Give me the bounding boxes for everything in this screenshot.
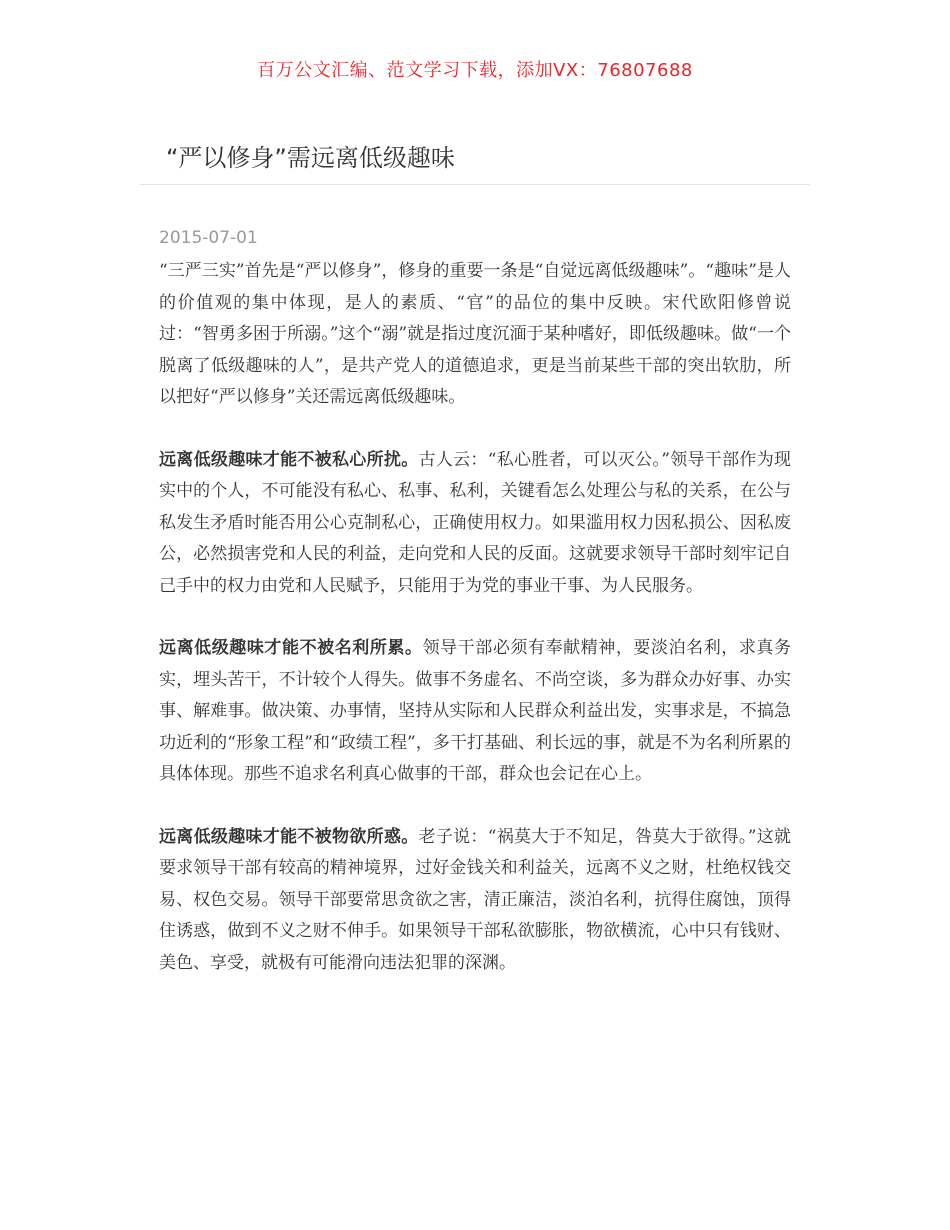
section-body: 古人云：“私心胜者，可以灭公。”领导干部作为现实中的个人，不可能没有私心、私事、私利，关键看怎么处理公与私的关系，在公与私发生矛盾时能否用公心克制私心，正确使用权力。如果滥用权力因私损公、因私废公，必然损害党和人民的利益，走向党和人民的反面。这就要求领导干部时刻牢记自己手中的权力由党和人民赋予，只能用于为党的事业干事、为人民服务。 (159, 449, 792, 596)
section-lead: 远离低级趣味才能不被物欲所惑。 (159, 826, 419, 847)
article-body (159, 256, 791, 1010)
section-lead: 远离低级趣味才能不被私心所扰。 (159, 449, 419, 470)
promo-banner: 百万公文汇编、范文学习下载，添加VX：76807688 (257, 60, 693, 81)
title-divider (140, 184, 810, 185)
intro-paragraph: “三严三实”首先是“严以修身”，修身的重要一条是“自觉远离低级趣味”。“趣味”是人的价值观的集中体现，是人的素质、“官”的品位的集中反映。宋代欧阳修曾说过：“智勇多困于所溺。”这个“溺”就是指过度沉湎于某种嗜好，即低级趣味。做“一个脱离了低级趣味的人”，是共产党人的道德追求，更是当前某些干部的突出软肋，所以把好“严以修身”关还需远离低级趣味。 (159, 261, 791, 407)
section-paragraph (159, 633, 791, 791)
section-body: 领导干部必须有奉献精神，要淡泊名利，求真务实，埋头苦干，不计较个人得失。做事不务虚名、不尚空谈，多为群众办好事、办实事、解难事。做决策、办事情，坚持从实际和人民群众利益出发，实事求是，不搞急功近利的“形象工程”和“政绩工程”，多干打基础、利长远的事，就是不为名利所累的具体体现。那些不追求名利真心做事的干部，群众也会记在心上。 (159, 638, 792, 784)
publish-date: 2015-07-01 (159, 228, 258, 248)
section-paragraph (159, 445, 791, 603)
section-paragraph (159, 822, 791, 980)
section-body: 老子说：“祸莫大于不知足，咎莫大于欲得。”这就要求领导干部有较高的精神境界，过好金钱关和利益关，远离不义之财，杜绝权钱交易、权色交易。领导干部要常思贪欲之害，清正廉洁，淡泊名利，抗得住腐蚀，顶得住诱惑，做到不义之财不伸手。如果领导干部私欲膨胀，物欲横流，心中只有钱财、美色、享受，就极有可能滑向违法犯罪的深渊。 (159, 826, 792, 973)
section-lead: 远离低级趣味才能不被名利所累。 (159, 638, 423, 658)
article-title: “严以修身”需远离低级趣味 (166, 144, 455, 172)
